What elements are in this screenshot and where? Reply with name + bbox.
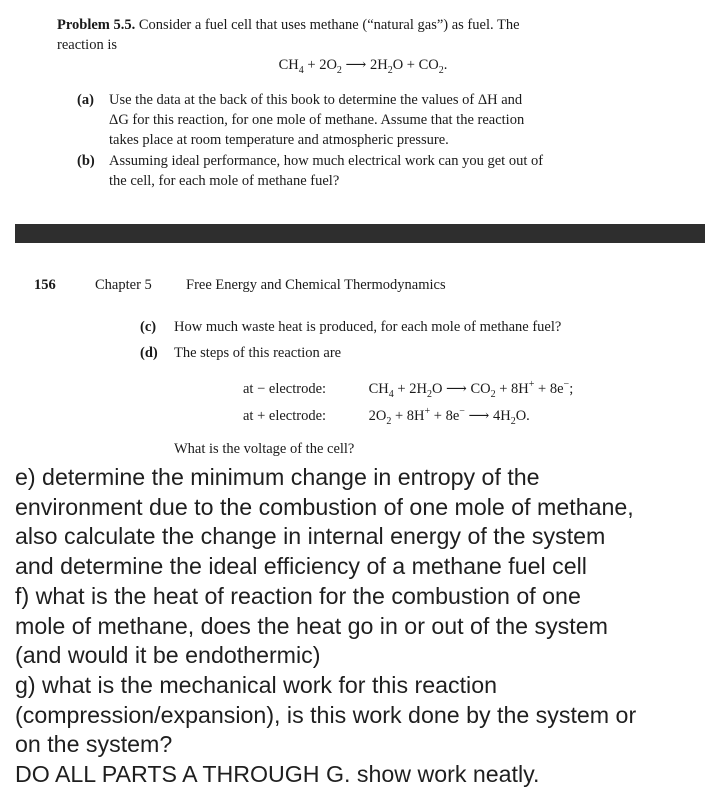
main-reaction-equation [0, 57, 720, 74]
question-line: f) what is the heat of reaction for the combustion of one [15, 582, 581, 609]
question-line: DO ALL PARTS A THROUGH G. show work neatly. [15, 761, 540, 788]
positive-electrode-equation [243, 406, 530, 426]
electrode-rhs: $4H_2O$. [492, 408, 530, 427]
voltage-question: What is the voltage of the cell? [174, 441, 355, 457]
question-text-block [15, 463, 715, 790]
question-line: on the system? [15, 731, 173, 758]
electrode-label: at − electrode: [243, 381, 327, 397]
part-a-line: ΔG for this reaction, for one mole of methane. Assume that the reaction [109, 112, 525, 128]
reaction-arrow-icon: ⟶ [345, 57, 370, 73]
equation-lhs: $CH_4 + 2O_2$ [278, 57, 342, 76]
part-b-line: the cell, for each mole of methane fuel? [109, 173, 340, 189]
question-line: mole of methane, does the heat go in or out of the system [15, 612, 608, 639]
chapter-label: Chapter 5 [95, 277, 152, 293]
part-d-text: The steps of this reaction are [174, 345, 342, 361]
electrode-label: at + electrode: [243, 408, 327, 424]
part-a-line: takes place at room temperature and atmospheric pressure. [109, 132, 449, 148]
part-a-line: Use the data at the back of this book to determine the values of ΔH and [109, 92, 523, 108]
question-line: and determine the ideal efficiency of a methane fuel cell [15, 553, 587, 580]
part-c-label: (c) [140, 319, 157, 335]
reaction-arrow-icon: ⟶ [446, 381, 471, 397]
question-line: (and would it be endothermic) [15, 642, 321, 669]
problem-label: Problem 5.5. [57, 17, 136, 33]
part-d-label: (d) [140, 345, 158, 361]
question-line: g) what is the mechanical work for this reaction [15, 671, 497, 698]
part-b [77, 151, 647, 191]
negative-electrode-equation [243, 379, 573, 399]
problem-intro: Consider a fuel cell that uses methane (“natural gas”) as fuel. The [138, 17, 520, 33]
part-c-text: How much waste heat is produced, for each mole of methane fuel? [174, 319, 562, 335]
problem-heading [57, 15, 657, 35]
part-c [140, 317, 700, 337]
part-a [77, 90, 647, 150]
electrode-lhs: $2O_2 + 8H^+ + 8e^-$ [368, 406, 465, 427]
page-divider [15, 224, 705, 243]
equation-rhs: $2H_2O + CO_2$. [369, 57, 448, 76]
part-a-label: (a) [77, 92, 94, 108]
part-d [140, 343, 700, 363]
electrode-rhs: $CO_2 + 8H^+ + 8e^-$; [470, 379, 574, 400]
question-line: environment due to the combustion of one mole of methane, [15, 493, 634, 520]
reaction-arrow-icon: ⟶ [468, 408, 493, 424]
question-line: (compression/expansion), is this work done by the system or [15, 701, 637, 728]
question-line: also calculate the change in internal energy of the system [15, 523, 606, 550]
question-line: e) determine the minimum change in entropy of the [15, 464, 540, 490]
part-b-label: (b) [77, 153, 95, 169]
problem-intro-continued: reaction is [57, 37, 117, 53]
page-number: 156 [34, 277, 56, 293]
part-b-line: Assuming ideal performance, how much electrical work can you get out of [109, 153, 544, 169]
chapter-title: Free Energy and Chemical Thermodynamics [186, 277, 446, 293]
electrode-lhs: $CH_4 + 2H_2O$ [368, 381, 443, 400]
